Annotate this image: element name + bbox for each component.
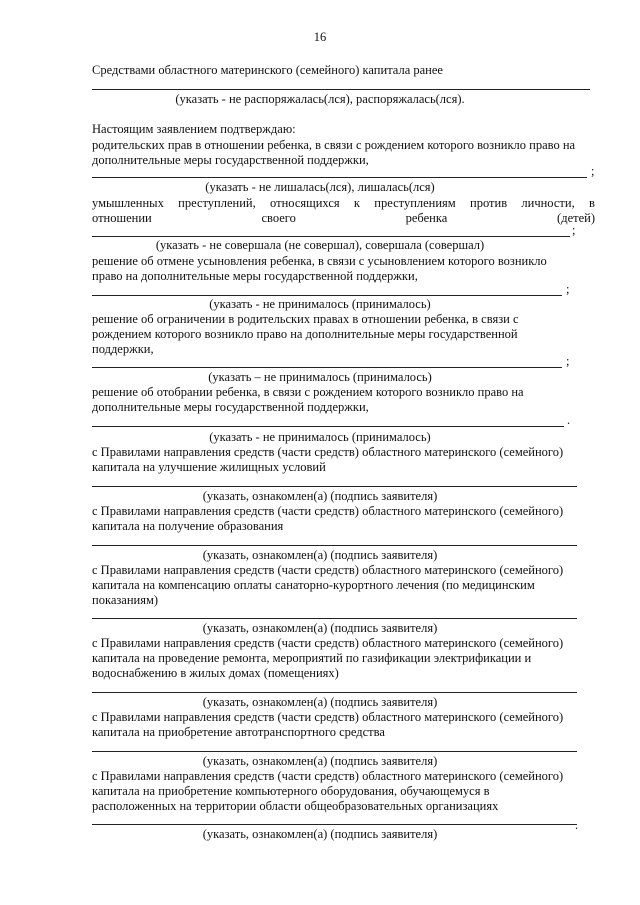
- hint-adopted-1: (указать - не принималось (принималось): [209, 297, 431, 311]
- hint-deprived: (указать - не лишалась(лся), лишалась(лся): [205, 180, 435, 194]
- adoption-cancel-line-2: право на дополнительные меры государственной поддержки,: [92, 269, 418, 283]
- signature-line-computer: [92, 824, 577, 825]
- parental-rights-line-1: родительских прав в отношении ребенка, в связи с рождением которого возникло право на: [92, 138, 576, 152]
- word: (детей): [557, 211, 595, 225]
- adoption-cancel-line-1: решение об отмене усыновления ребенка, в связи с усыновлением которого возникло: [92, 254, 547, 268]
- rules-repair-line-2: капитала на проведение ремонта, мероприятий по газификации электрификации и: [92, 651, 532, 665]
- hint-signature-repair: (указать, ознакомлен(а) (подпись заявителя): [202, 695, 438, 709]
- crimes-line-2: [92, 211, 595, 226]
- rules-housing-line-1: с Правилами направления средств (части средств) областного материнского (семейного): [92, 445, 564, 459]
- signature-line-education: [92, 545, 577, 546]
- line-end-period: .: [567, 413, 571, 427]
- hint-adopted-3: (указать - не принималось (принималось): [209, 430, 431, 444]
- hint-committed: (указать - не совершала (не совершал), совершала (совершал): [155, 238, 485, 252]
- signature-line-repair: [92, 692, 577, 693]
- word: преступлений,: [178, 196, 256, 210]
- hint-signature-computer: (указать, ознакомлен(а) (подпись заявителя): [202, 827, 438, 841]
- line-end-period: .: [575, 818, 579, 832]
- word: преступлениям: [374, 196, 456, 210]
- rules-vehicle-line-2: капитала на приобретение автотранспортного средства: [92, 725, 385, 739]
- removal-line-1: решение об отобрании ребенка, в связи с рождением которого возникло право на: [92, 385, 524, 399]
- word: ребенка: [405, 211, 448, 225]
- hint-disposed: (указать - не распоряжалась(лся), распоряжалась(лся).: [175, 92, 465, 106]
- hint-signature-vehicle: (указать, ознакомлен(а) (подпись заявителя): [202, 754, 438, 768]
- rules-sanatorium-line-2: капитала на компенсацию оплаты санаторно-курортного лечения (по медицинским: [92, 578, 535, 592]
- word: относящихся: [270, 196, 340, 210]
- rules-repair-line-3: водоснабжению в жилых домах (помещениях): [92, 666, 339, 680]
- fill-line-committed: [92, 236, 570, 237]
- word: к: [353, 196, 360, 210]
- restriction-line-3: поддержки,: [92, 342, 154, 356]
- word: против: [470, 196, 508, 210]
- rules-sanatorium-line-1: с Правилами направления средств (части средств) областного материнского (семейного): [92, 563, 564, 577]
- line-end-semicolon: ;: [572, 223, 576, 237]
- line-end-semicolon: ;: [566, 282, 570, 296]
- rules-computer-line-2: капитала на приобретение компьютерного оборудования, обучающемуся в: [92, 784, 490, 798]
- fill-line-disposed: [92, 89, 590, 90]
- rules-computer-line-3: расположенных на территории области общеобразовательных организациях: [92, 799, 499, 813]
- removal-line-2: дополнительные меры государственной поддержки,: [92, 400, 369, 414]
- fill-line-removal: [92, 426, 564, 427]
- rules-education-line-1: с Правилами направления средств (части средств) областного материнского (семейного): [92, 504, 564, 518]
- signature-line-housing: [92, 486, 577, 487]
- word: отношении: [92, 211, 152, 225]
- rules-sanatorium-line-3: показаниям): [92, 593, 159, 607]
- line-end-semicolon: ;: [591, 164, 595, 178]
- rules-repair-line-1: с Правилами направления средств (части средств) областного материнского (семейного): [92, 636, 564, 650]
- page-number: 16: [313, 30, 327, 44]
- fill-line-adoption: [92, 295, 562, 296]
- hint-signature-sanatorium: (указать, ознакомлен(а) (подпись заявителя): [202, 621, 438, 635]
- signature-line-sanatorium: [92, 618, 577, 619]
- fill-line-restriction: [92, 367, 562, 368]
- confirm-heading: Настоящим заявлением подтверждаю:: [92, 122, 296, 136]
- hint-signature-housing: (указать, ознакомлен(а) (подпись заявителя): [202, 489, 438, 503]
- word: своего: [261, 211, 296, 225]
- word: личности,: [521, 196, 575, 210]
- rules-housing-line-2: капитала на улучшение жилищных условий: [92, 460, 326, 474]
- signature-line-vehicle: [92, 751, 577, 752]
- word: в: [589, 196, 595, 210]
- line-end-semicolon: ;: [566, 354, 570, 368]
- fill-line-deprived: [92, 177, 587, 178]
- rules-vehicle-line-1: с Правилами направления средств (части средств) областного материнского (семейного): [92, 710, 564, 724]
- restriction-line-1: решение об ограничении в родительских правах в отношении ребенка, в связи с: [92, 312, 519, 326]
- rules-computer-line-1: с Правилами направления средств (части средств) областного материнского (семейного): [92, 769, 564, 783]
- intro-line: Средствами областного материнского (семейного) капитала ранее: [92, 63, 443, 77]
- hint-signature-education: (указать, ознакомлен(а) (подпись заявителя): [202, 548, 438, 562]
- parental-rights-line-2: дополнительные меры государственной поддержки,: [92, 153, 369, 167]
- crimes-line-1: [92, 196, 595, 211]
- word: умышленных: [92, 196, 164, 210]
- restriction-line-2: рождением которого возникло право на дополнительные меры государственной: [92, 327, 518, 341]
- rules-education-line-2: капитала на получение образования: [92, 519, 284, 533]
- hint-adopted-2: (указать – не принималось (принималось): [208, 370, 432, 384]
